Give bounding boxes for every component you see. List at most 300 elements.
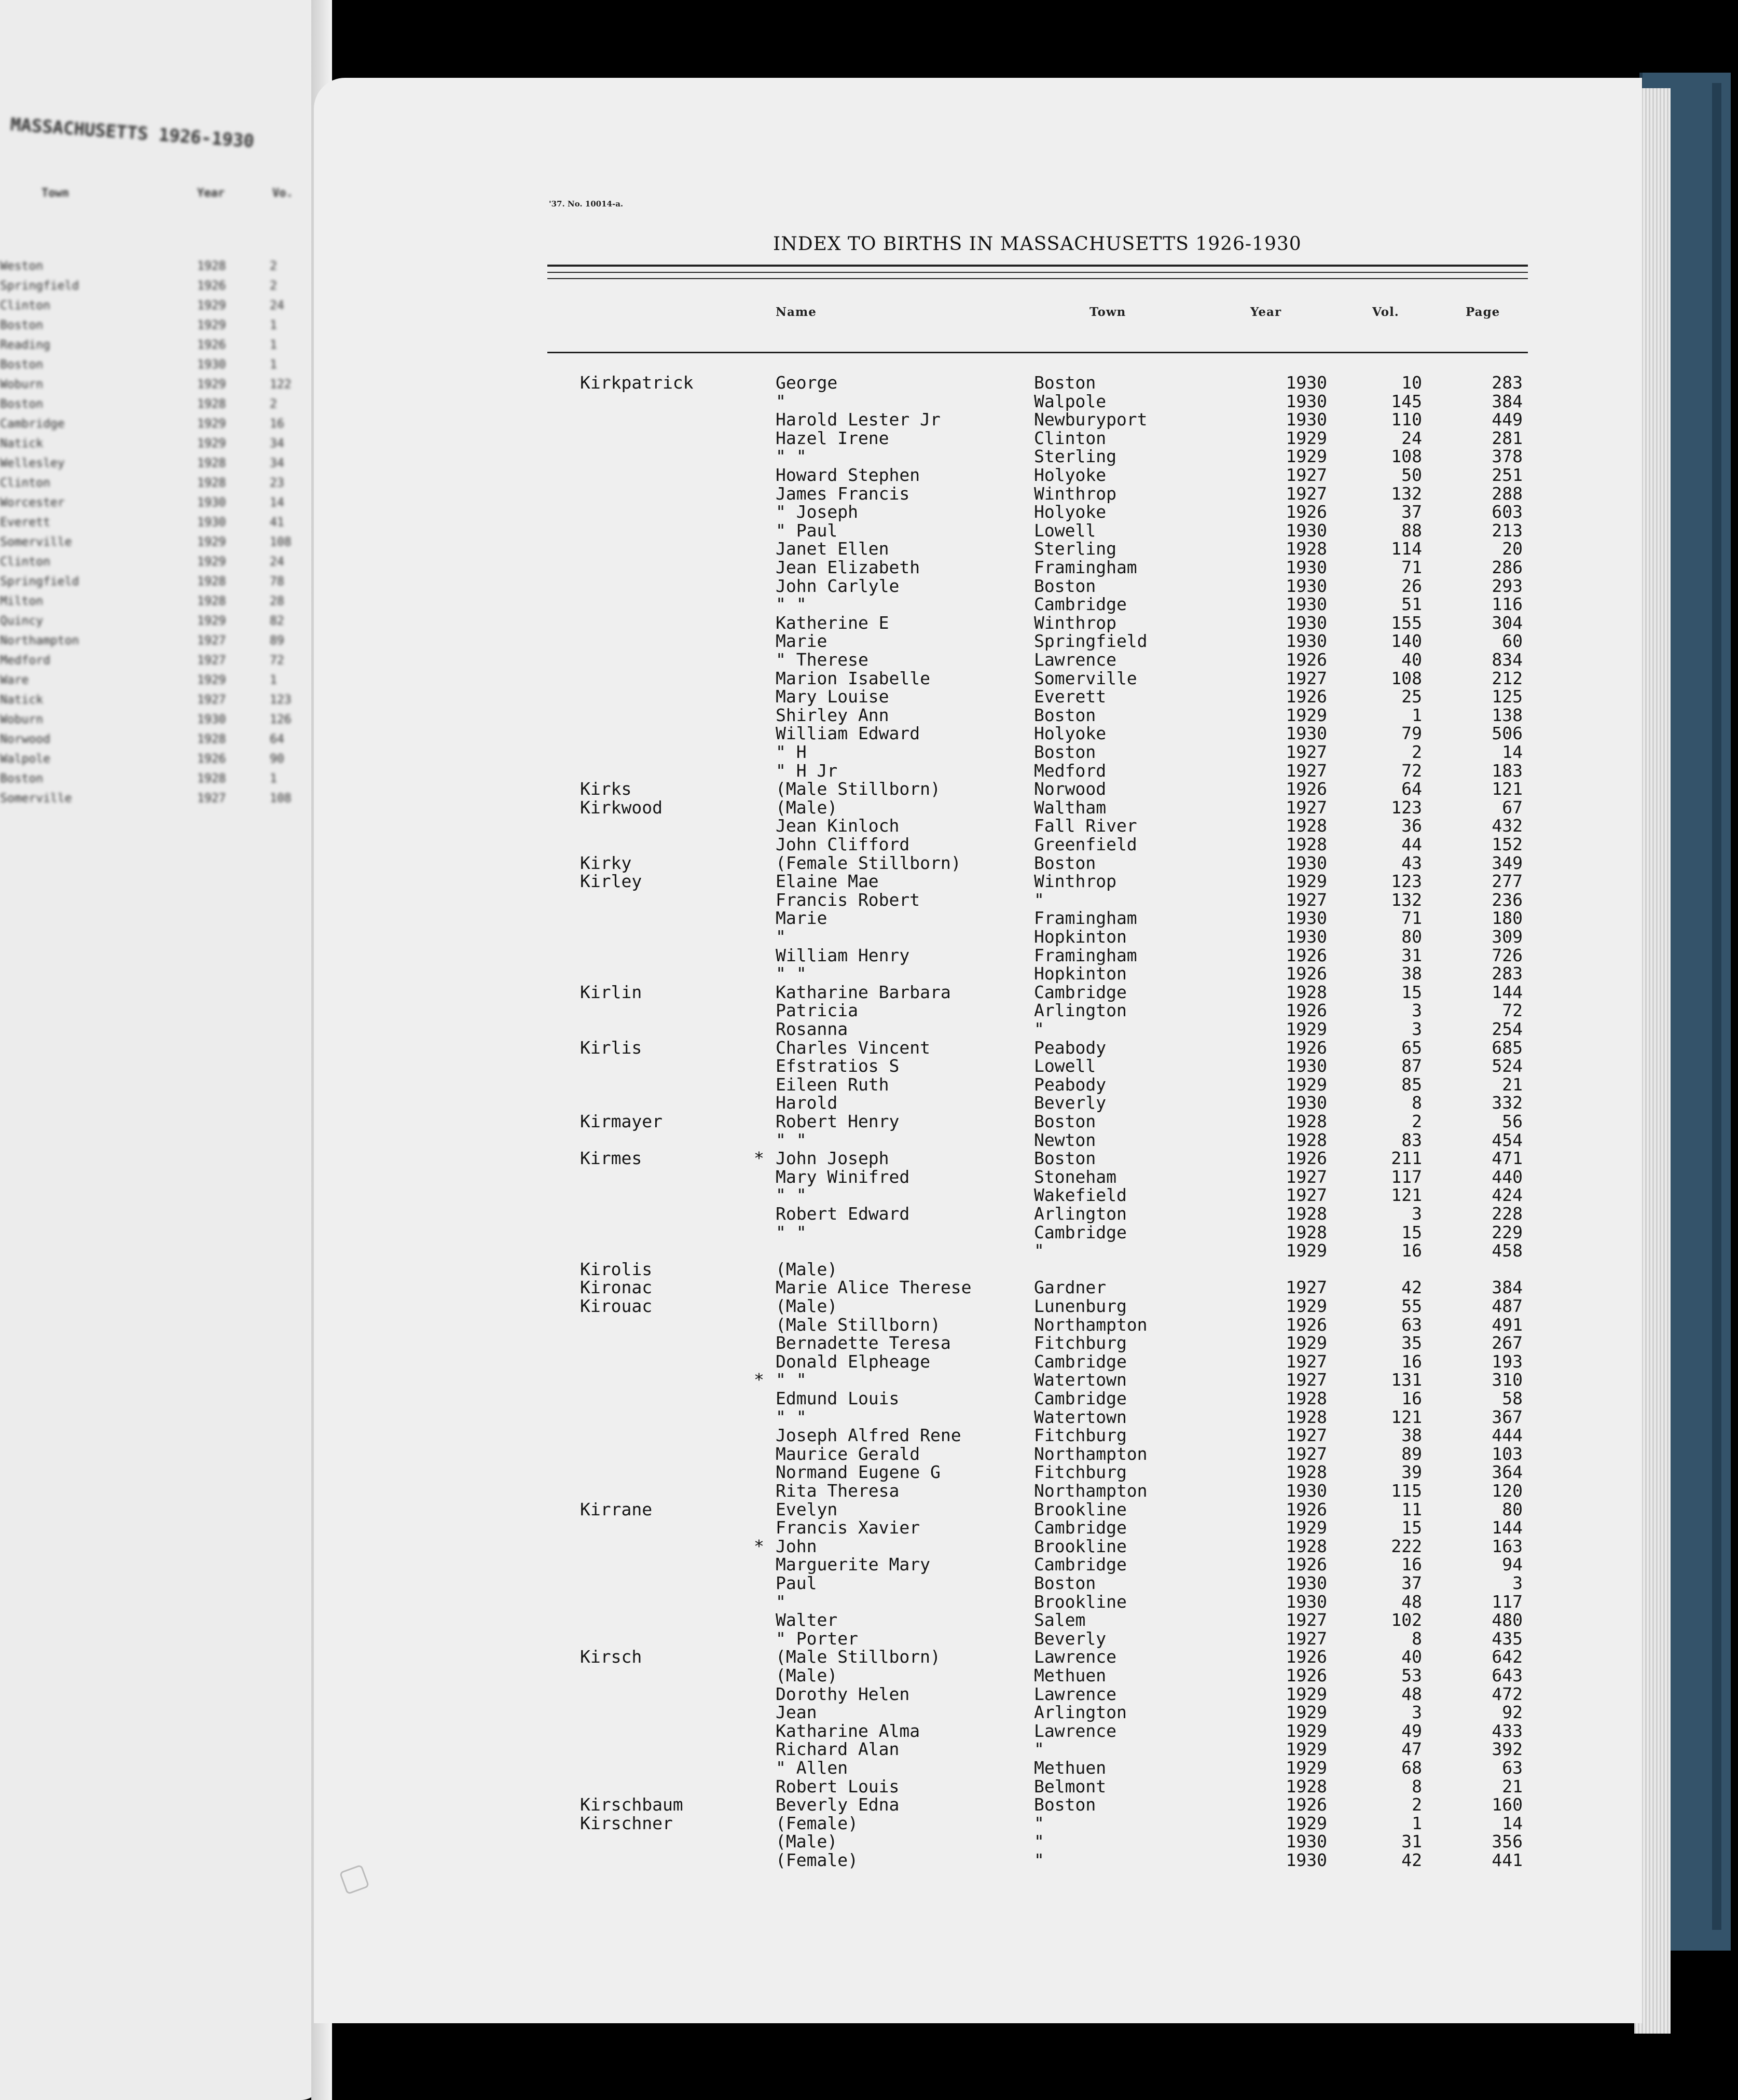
entry-year: 1928 [1286,982,1327,1002]
left-page-row [0,358,311,372]
entry-surname: Kirkwood [580,797,663,818]
entry-page: 603 [1492,502,1523,522]
entry-town: Winthrop [1034,871,1116,892]
entry-page: 160 [1492,1794,1523,1815]
entry-town: Cambridge [1034,1351,1127,1372]
entry-page: 144 [1492,982,1523,1002]
entry-page: 117 [1492,1591,1523,1612]
entry-given-name: " " [776,1129,807,1150]
entry-town: Boston [1034,1111,1096,1131]
index-entry-row [549,1776,1535,1797]
entry-volume: 140 [1391,631,1422,652]
entry-given-name: (Male Stillborn) [776,1647,941,1667]
left-page-row [0,634,311,648]
left-row-vol: 24 [270,299,284,312]
entry-town: Winthrop [1034,483,1116,504]
entry-page: 392 [1492,1739,1523,1760]
index-entry-row [549,1277,1535,1298]
entry-given-name: Richard Alan [776,1739,900,1760]
left-row-town: Natick [0,693,44,707]
entry-surname: Kirrane [580,1499,653,1519]
index-entry-row [549,1148,1535,1169]
entry-given-name: Donald Elpheage [776,1351,931,1372]
entry-asterisk-mark: * [754,1148,764,1169]
index-entry-row [549,908,1535,929]
entry-volume: 15 [1401,1517,1422,1538]
entry-town: Waltham [1034,797,1107,818]
left-row-town: Wellesley [0,457,65,470]
entry-volume: 222 [1391,1536,1422,1556]
entry-page: 367 [1492,1406,1523,1427]
entry-town: Somerville [1034,668,1137,688]
entry-town: Northampton [1034,1314,1148,1335]
entry-given-name: " " [776,594,807,615]
entry-year: 1929 [1286,1240,1327,1261]
index-entry-row [549,1794,1535,1815]
entry-year: 1930 [1286,391,1327,411]
entry-year: 1927 [1286,1443,1327,1464]
index-entry-row [549,1222,1535,1240]
entry-year: 1930 [1286,1573,1327,1593]
entry-town: Lawrence [1034,1647,1116,1667]
entry-year: 1927 [1286,797,1327,818]
entry-volume: 10 [1401,372,1422,393]
index-entry-row [549,650,1535,670]
entry-page: 288 [1492,483,1523,504]
entry-page: 125 [1492,686,1523,707]
entry-volume: 16 [1401,1388,1422,1408]
entry-given-name: " Porter [776,1628,858,1649]
entry-page: 364 [1492,1462,1523,1483]
entry-year: 1927 [1286,1166,1327,1187]
left-page-row [0,299,311,313]
entry-volume: 8 [1412,1093,1422,1113]
entry-town: Arlington [1034,1702,1127,1723]
left-page-row [0,437,311,451]
entry-page: 480 [1492,1610,1523,1631]
index-entry-row [549,1647,1535,1667]
left-row-vol: 89 [270,634,284,647]
left-row-town: Boston [0,772,44,785]
index-entry-row [549,686,1535,707]
entry-year: 1929 [1286,1074,1327,1095]
entry-given-name: James Francis [776,483,910,504]
entry-volume: 8 [1412,1776,1422,1797]
entry-page: 94 [1502,1554,1523,1575]
entry-town: Boston [1034,372,1096,393]
entry-volume: 83 [1401,1129,1422,1150]
entry-volume: 48 [1401,1683,1422,1704]
entry-page: 92 [1502,1702,1523,1723]
index-entry-row [549,1831,1535,1852]
entry-year: 1929 [1286,871,1327,892]
left-row-town: Northampton [0,634,79,647]
entry-page: 304 [1492,612,1523,633]
entry-given-name: Katharine Alma [776,1720,920,1741]
left-row-town: Medford [0,654,50,667]
entry-page: 471 [1492,1148,1523,1169]
entry-volume: 35 [1401,1333,1422,1353]
entry-year: 1927 [1286,760,1327,781]
left-row-vol: 1 [270,772,277,785]
left-row-year: 1929 [197,555,226,569]
left-row-year: 1926 [197,338,226,352]
entry-page: 121 [1492,779,1523,799]
left-header-town: Town [42,187,69,200]
entry-volume: 15 [1401,1222,1422,1242]
left-row-town: Springfield [0,279,79,293]
entry-year: 1928 [1286,1406,1327,1427]
entry-page: 60 [1502,631,1523,652]
index-entry-row [549,1204,1535,1224]
entry-year: 1930 [1286,372,1327,393]
left-page-row [0,259,311,274]
entry-town: " [1034,1831,1044,1852]
entry-town: Lowell [1034,520,1096,541]
entry-volume: 31 [1401,1831,1422,1852]
index-entry-row [549,557,1535,575]
entry-given-name: (Male) [776,797,838,818]
entry-volume: 42 [1401,1850,1422,1870]
entry-town: Watertown [1034,1370,1127,1390]
entry-year: 1928 [1286,1204,1327,1224]
entry-given-name: John [776,1536,817,1556]
left-row-year: 1930 [197,496,226,509]
left-page-row [0,535,311,550]
left-row-year: 1929 [197,378,226,391]
left-row-year: 1928 [197,575,226,588]
entry-given-name: William Edward [776,723,920,744]
entry-year: 1929 [1286,1702,1327,1723]
left-page-row [0,575,311,589]
entry-year: 1930 [1286,575,1327,596]
entry-town: " [1034,889,1044,910]
entry-town: Cambridge [1034,1517,1127,1538]
entry-volume: 131 [1391,1370,1422,1390]
entry-page: 163 [1492,1536,1523,1556]
entry-volume: 121 [1391,1185,1422,1206]
index-entry-row [549,1739,1535,1760]
index-entry-row [549,1240,1535,1261]
index-entry-row [549,1554,1535,1575]
index-entry-row [549,1259,1535,1277]
entry-year: 1930 [1286,723,1327,744]
index-entry-row [549,1166,1535,1187]
entry-year: 1928 [1286,1222,1327,1242]
left-row-year: 1929 [197,437,226,450]
entry-town: Framingham [1034,908,1137,929]
entry-volume: 43 [1401,852,1422,873]
entry-year: 1929 [1286,1333,1327,1353]
left-row-town: Boston [0,319,44,332]
entry-surname: Kirlin [580,982,642,1002]
entry-year: 1929 [1286,1758,1327,1778]
entry-volume: 102 [1391,1610,1422,1631]
entry-year: 1926 [1286,1499,1327,1519]
entry-page: 424 [1492,1185,1523,1206]
entry-page: 14 [1502,742,1523,762]
entry-given-name: " Paul [776,520,838,541]
form-number: '37. No. 10014-a. [549,199,624,209]
entry-volume: 87 [1401,1056,1422,1076]
title-rule-thin-2 [547,278,1528,279]
entry-page: 309 [1492,927,1523,947]
entry-page: 267 [1492,1333,1523,1353]
entry-page: 332 [1492,1093,1523,1113]
left-page-row [0,516,311,530]
left-page-row [0,614,311,629]
entry-surname: Kirks [580,779,632,799]
entry-town: Hopkinton [1034,927,1127,947]
index-entry-row [549,1111,1535,1129]
entry-volume: 49 [1401,1720,1422,1741]
entry-volume: 16 [1401,1240,1422,1261]
left-row-year: 1928 [197,595,226,608]
entry-given-name: " " [776,1406,807,1427]
entry-volume: 48 [1401,1591,1422,1612]
left-row-year: 1928 [197,397,226,411]
entry-page: 229 [1492,1222,1523,1242]
entry-town: Lawrence [1034,1720,1116,1741]
entry-volume: 114 [1391,538,1422,559]
entry-page: 236 [1492,889,1523,910]
entry-town: Lawrence [1034,1683,1116,1704]
entry-volume: 42 [1401,1277,1422,1298]
entry-given-name: " Allen [776,1758,848,1778]
entry-volume: 15 [1401,982,1422,1002]
entry-volume: 123 [1391,797,1422,818]
index-entry-row [549,1074,1535,1095]
entry-town: Cambridge [1034,982,1127,1002]
entry-volume: 145 [1391,391,1422,411]
index-entry-row [549,1296,1535,1314]
index-entry-row [549,631,1535,652]
entry-given-name: (Female Stillborn) [776,852,961,873]
left-row-year: 1927 [197,693,226,707]
index-entry-row [549,1019,1535,1037]
entry-page: 286 [1492,557,1523,577]
index-entry-row [549,1000,1535,1021]
entry-year: 1928 [1286,1388,1327,1408]
left-row-vol: 90 [270,752,284,766]
entry-volume: 71 [1401,557,1422,577]
left-page-row [0,319,311,333]
index-entry-row [549,1591,1535,1612]
left-row-town: Clinton [0,555,50,569]
left-row-vol: 23 [270,476,284,490]
left-row-town: Norwood [0,733,50,746]
entry-given-name: Francis Robert [776,889,920,910]
left-row-vol: 34 [270,437,284,450]
entry-year: 1930 [1286,1591,1327,1612]
entry-page: 441 [1492,1850,1523,1870]
entry-page: 433 [1492,1720,1523,1741]
column-header-page: Page [1466,305,1500,319]
left-row-town: Boston [0,397,44,411]
left-row-vol: 34 [270,457,284,470]
left-row-town: Boston [0,358,44,371]
entry-volume: 79 [1401,723,1422,744]
index-entry-row [549,446,1535,467]
index-entry-row [549,871,1535,892]
entry-given-name: " [776,927,786,947]
entry-year: 1929 [1286,1683,1327,1704]
entry-volume: 37 [1401,502,1422,522]
index-entry-row [549,1517,1535,1538]
entry-given-name: Mary Winifred [776,1166,910,1187]
entry-page: 435 [1492,1628,1523,1649]
entry-volume: 11 [1401,1499,1422,1519]
entry-year: 1927 [1286,465,1327,485]
index-entry-row [549,1370,1535,1390]
entry-page: 14 [1502,1813,1523,1833]
entry-town: Arlington [1034,1204,1127,1224]
left-row-town: Worcester [0,496,65,509]
left-row-vol: 108 [270,792,292,805]
entry-town: Brookline [1034,1499,1127,1519]
left-row-town: Natick [0,437,44,450]
entry-given-name: " [776,1591,786,1612]
entry-town: Boston [1034,742,1096,762]
entry-page: 685 [1492,1037,1523,1058]
left-row-vol: 1 [270,673,277,687]
entry-town: Boston [1034,704,1096,725]
left-row-town: Clinton [0,476,50,490]
entry-year: 1926 [1286,1314,1327,1335]
left-row-vol: 16 [270,417,284,431]
entry-given-name: Beverly Edna [776,1794,900,1815]
entry-year: 1928 [1286,1462,1327,1483]
entry-given-name: (Female) [776,1813,858,1833]
entry-given-name: (Female) [776,1850,858,1870]
left-row-year: 1929 [197,535,226,549]
entry-volume: 38 [1401,963,1422,984]
entry-year: 1930 [1286,612,1327,633]
entry-year: 1929 [1286,1019,1327,1039]
entry-volume: 110 [1391,409,1422,430]
entry-given-name: Harold [776,1093,838,1113]
entry-page: 183 [1492,760,1523,781]
entry-surname: Kirouac [580,1296,653,1316]
entry-town: Lawrence [1034,650,1116,670]
left-row-vol: 1 [270,319,277,332]
entry-given-name: Eileen Ruth [776,1074,889,1095]
entry-given-name: " H [776,742,807,762]
entry-year: 1929 [1286,1720,1327,1741]
column-header-vol: Vol. [1372,305,1399,319]
entry-surname: Kirschner [580,1813,673,1833]
index-entry-row [549,1684,1535,1702]
entry-surname: Kirmayer [580,1111,663,1131]
left-row-town: Springfield [0,575,79,588]
entry-year: 1930 [1286,927,1327,947]
entry-volume: 8 [1412,1628,1422,1649]
entry-page: 72 [1502,1000,1523,1021]
entry-surname: Kirmes [580,1148,642,1169]
entry-volume: 16 [1401,1554,1422,1575]
left-row-town: Somerville [0,792,72,805]
entry-year: 1926 [1286,686,1327,707]
entry-page: 384 [1492,391,1523,411]
entry-volume: 132 [1391,889,1422,910]
entry-page: 491 [1492,1314,1523,1335]
left-row-year: 1929 [197,417,226,431]
left-page-row [0,654,311,668]
left-row-year: 1928 [197,259,226,273]
entry-town: Peabody [1034,1074,1107,1095]
index-entry-row [549,1758,1535,1778]
entry-year: 1927 [1286,1370,1327,1390]
left-page-row [0,713,311,727]
left-row-town: Woburn [0,713,44,726]
entry-town: " [1034,1813,1044,1833]
entry-asterisk-mark: * [754,1536,764,1556]
entry-year: 1929 [1286,446,1327,467]
index-entry-row [549,1481,1535,1501]
entry-page: 21 [1502,1776,1523,1797]
left-row-year: 1929 [197,299,226,312]
entry-town: Framingham [1034,557,1137,577]
left-row-year: 1929 [197,319,226,332]
entry-surname: Kirsch [580,1647,642,1667]
left-page-title: MASSACHUSETTS 1926-1930 [9,114,255,152]
left-row-vol: 64 [270,733,284,746]
left-page-row [0,279,311,294]
book-spine-edge [1712,83,1721,1930]
entry-volume: 2 [1412,1794,1422,1815]
entry-year: 1929 [1286,1296,1327,1316]
entry-town: Springfield [1034,631,1148,652]
entry-volume: 108 [1391,668,1422,688]
column-header-town: Town [1089,305,1126,319]
left-page-row [0,673,311,688]
entry-year: 1927 [1286,1610,1327,1631]
title-rule-thin-1 [547,272,1528,273]
entry-volume: 36 [1401,816,1422,836]
left-header-vol: Vo. [272,187,293,200]
entry-year: 1929 [1286,427,1327,448]
left-page-row [0,417,311,432]
index-entry-row [549,502,1535,522]
left-row-year: 1928 [197,457,226,470]
entry-page: 63 [1502,1758,1523,1778]
entry-volume: 115 [1391,1481,1422,1501]
entry-volume: 211 [1391,1148,1422,1169]
entry-year: 1930 [1286,852,1327,873]
entry-page: 642 [1492,1647,1523,1667]
left-row-year: 1928 [197,733,226,746]
entry-page: 283 [1492,963,1523,984]
entry-page: 356 [1492,1831,1523,1852]
entry-year: 1928 [1286,538,1327,559]
entry-volume: 63 [1401,1314,1422,1335]
entry-given-name: George [776,372,838,393]
left-row-vol: 14 [270,496,284,509]
entry-year: 1929 [1286,1739,1327,1760]
entry-given-name: Edmund Louis [776,1388,900,1408]
index-entry-row [549,1351,1535,1372]
left-page-row [0,457,311,471]
left-row-town: Quincy [0,614,44,628]
left-row-town: Cambridge [0,417,65,431]
left-row-town: Milton [0,595,44,608]
left-row-town: Everett [0,516,50,529]
index-entry-row [549,483,1535,504]
entry-page: 212 [1492,668,1523,688]
entry-year: 1926 [1286,1665,1327,1685]
entry-given-name: Mary Louise [776,686,889,707]
entry-volume: 71 [1401,908,1422,929]
